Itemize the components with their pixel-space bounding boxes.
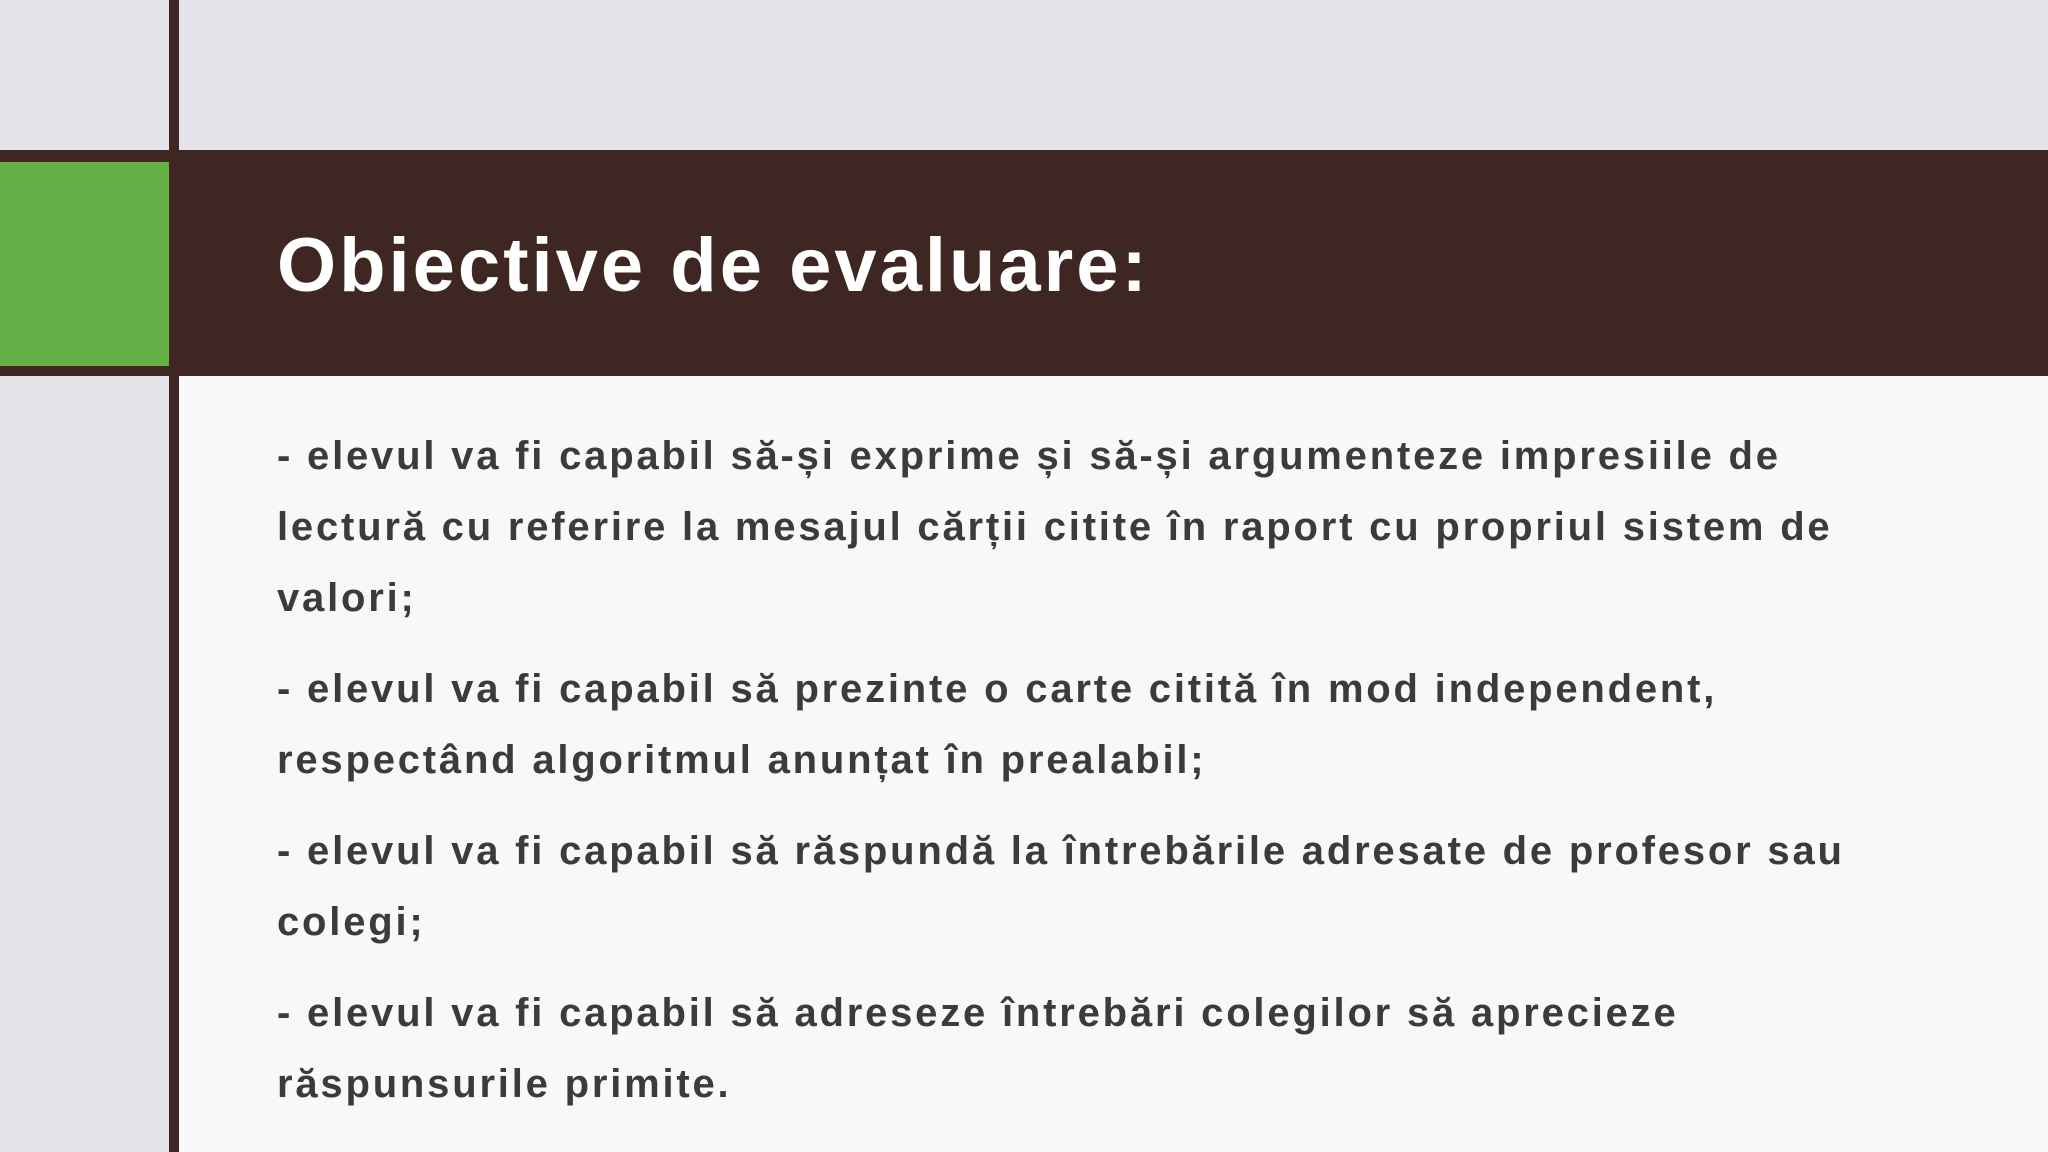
- objective-item: - elevul va fi capabil să adreseze întrebări colegilor să aprecieze răspunsurile primite.: [277, 991, 1679, 1106]
- objective-item: - elevul va fi capabil să răspundă la întrebările adresate de profesor sau colegi;: [277, 829, 1845, 944]
- vertical-divider-line: [169, 0, 179, 1152]
- accent-green-block: [0, 162, 169, 366]
- objectives-list: [277, 421, 1917, 1140]
- objective-item: - elevul va fi capabil să prezinte o carte citită în mod independent, respectând algoritmul anunțat în prealabil;: [277, 667, 1718, 782]
- slide-title: Obiective de evaluare:: [277, 223, 1150, 308]
- objective-item: - elevul va fi capabil să-și exprime și să-și argumenteze impresiile de lectură cu referire la mesajul cărții citite în raport cu propriul sistem de valori;: [277, 434, 1833, 620]
- top-band: [0, 0, 2048, 150]
- left-strip: [0, 376, 169, 1152]
